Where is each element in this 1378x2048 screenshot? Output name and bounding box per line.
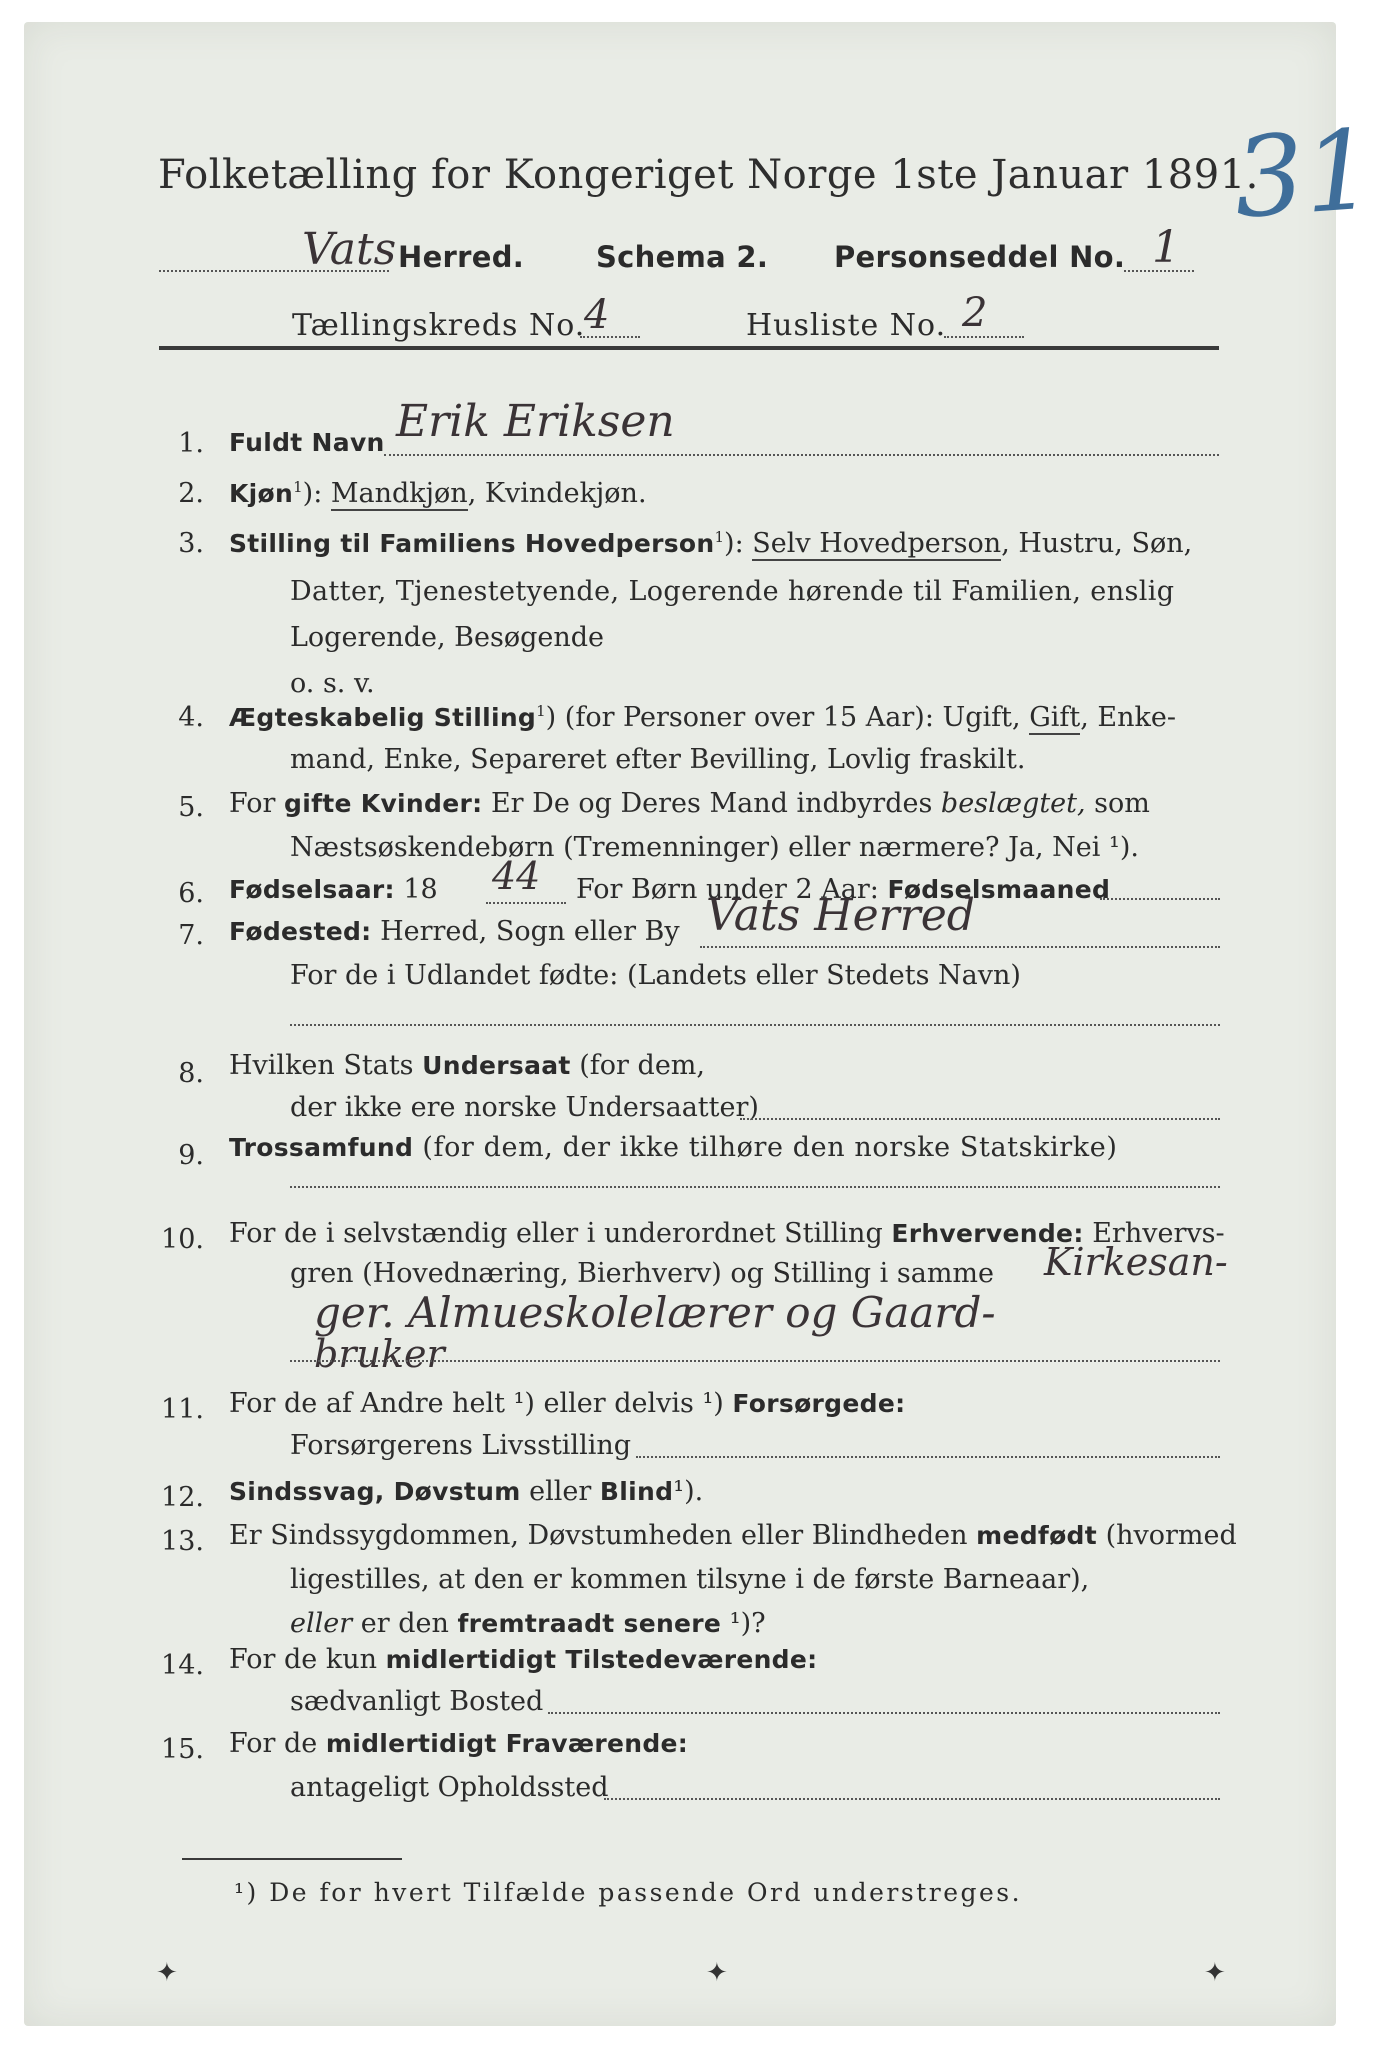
- item-7-fill-line-2: [290, 1024, 1220, 1026]
- item-10-pre: For de i selvstændig eller i underordnet Stilling: [229, 1218, 892, 1249]
- item-15-label: midlertidigt Fraværende:: [325, 1729, 689, 1758]
- item-6-rest: For Børn under 2 Aar:: [576, 874, 888, 905]
- item-10-line-2: gren (Hovednæring, Bierhverv) og Stilling i samme: [290, 1258, 995, 1289]
- pin-mark-center: ✦: [706, 1958, 728, 1988]
- item-13-line-3-a: eller: [290, 1608, 353, 1639]
- item-15-line-2: antageligt Opholdssted: [290, 1772, 609, 1803]
- item-12-number: 12.: [161, 1482, 204, 1513]
- item-9-rest: (for dem, der ikke tilhøre den norske Statskirke): [413, 1132, 1118, 1163]
- item-12-label: Sindssvag, Døvstum: [229, 1477, 521, 1506]
- item-6-answer: 44: [492, 854, 541, 898]
- item-13-label: medfødt: [976, 1521, 1097, 1550]
- item-3-option-selv-hovedperson: Selv Hovedperson: [752, 528, 1002, 559]
- item-15-pre: For de: [229, 1728, 326, 1759]
- item-9-fill-line: [290, 1186, 1220, 1188]
- item-2-rest-b: , Kvindekjøn.: [467, 478, 647, 509]
- item-13-line-3: [290, 1608, 766, 1639]
- item-14-pre: For de kun: [229, 1644, 386, 1675]
- item-11-pre: For de af Andre helt ¹) eller delvis ¹): [229, 1388, 733, 1419]
- item-4-option-gift: Gift: [1029, 702, 1081, 733]
- item-1-number: 1.: [178, 428, 204, 459]
- kreds-handwritten: 4: [584, 292, 610, 338]
- item-13-line: [229, 1520, 1237, 1551]
- item-5-italic: beslægtet,: [940, 788, 1086, 819]
- item-10-rest: Erhvervs-: [1083, 1218, 1225, 1249]
- item-10-fill-line: [290, 1360, 1220, 1362]
- item-2-line: [229, 478, 647, 509]
- item-7-fill-line: [700, 946, 1220, 948]
- item-11-number: 11.: [161, 1394, 204, 1425]
- item-2-label: Kjøn: [229, 479, 294, 508]
- item-6-number: 6.: [178, 878, 204, 909]
- item-13-line-3-d: ¹)?: [721, 1608, 766, 1639]
- item-10-answer-1: Kirkesan-: [1044, 1240, 1228, 1284]
- item-5-line: [229, 788, 1150, 819]
- item-3-footnote-ref: 1: [714, 528, 725, 546]
- item-15-number: 15.: [161, 1734, 204, 1765]
- item-4-line-2: mand, Enke, Separeret efter Bevilling, Lovlig fraskilt.: [290, 744, 1026, 775]
- item-2-number: 2.: [178, 478, 204, 509]
- item-13-rest: (hvormed: [1097, 1520, 1237, 1551]
- item-13-line-3-b: er den: [352, 1608, 458, 1639]
- husliste-label: Husliste No.: [746, 308, 947, 343]
- item-10-label: Erhvervende:: [891, 1219, 1084, 1248]
- item-2-option-mandkjon: Mandkjøn: [330, 478, 468, 509]
- item-4-rest-a: ) (for Personer over 15 Aar): Ugift,: [545, 702, 1030, 733]
- husliste-handwritten: 2: [962, 290, 988, 336]
- footnote-rule: [182, 1858, 402, 1860]
- item-1-fill-line: [384, 454, 1219, 456]
- item-9-number: 9.: [178, 1140, 204, 1171]
- item-6-label: Fødselsaar:: [229, 875, 395, 904]
- item-13-line-2: ligestilles, at den er kommen tilsyne i de første Barneaar),: [290, 1564, 1090, 1595]
- item-7-rest: Herred, Sogn eller By: [371, 916, 680, 947]
- pin-mark-left: ✦: [156, 1958, 178, 1988]
- item-5-pre: For: [229, 788, 285, 819]
- item-3-line-4: o. s. v.: [290, 668, 375, 699]
- item-3-line-2: Datter, Tjenestetyende, Logerende hørende til Familien, enslig: [290, 576, 1175, 607]
- item-3-rest-b: , Hustru, Søn,: [1001, 528, 1193, 559]
- item-1-answer: Erik Eriksen: [396, 396, 675, 447]
- item-5-rest-a: Er De og Deres Mand indbyrdes: [482, 788, 941, 819]
- item-13-line-3-c: fremtraadt senere: [457, 1609, 722, 1638]
- pin-mark-right: ✦: [1204, 1958, 1226, 1988]
- item-15-line: [229, 1728, 688, 1759]
- item-12-rest: ¹).: [673, 1476, 704, 1507]
- item-5-line-2: Næstsøskendebørn (Tremenninger) eller nærmere? Ja, Nei ¹).: [290, 832, 1139, 863]
- item-4-footnote-ref: 1: [536, 702, 546, 720]
- item-8-number: 8.: [178, 1058, 204, 1089]
- census-form-page: [24, 22, 1378, 2026]
- page-number-handwritten: 31: [1229, 105, 1378, 243]
- item-8-line: [229, 1050, 705, 1081]
- item-8-pre: Hvilken Stats: [229, 1050, 423, 1081]
- item-3-line-3: Logerende, Besøgende: [290, 622, 604, 653]
- item-9-label: Trossamfund: [229, 1133, 414, 1162]
- item-14-line: [229, 1644, 817, 1675]
- item-13-pre: Er Sindssygdommen, Døvstumheden eller Blindheden: [229, 1520, 977, 1551]
- item-5-label: gifte Kvinder:: [284, 789, 483, 818]
- herred-label: Herred.: [398, 240, 525, 274]
- item-6-prefix: 18: [394, 874, 438, 905]
- item-12-line: [229, 1476, 703, 1507]
- item-7-answer: Vats Herred: [706, 890, 975, 941]
- item-6-fill-line-2: [1100, 898, 1220, 900]
- personseddel-handwritten: 1: [1152, 222, 1180, 273]
- item-4-label: Ægteskabelig Stilling: [229, 703, 537, 732]
- item-3-rest-a: ):: [724, 528, 753, 559]
- item-14-label: midlertidigt Tilstedeværende:: [385, 1645, 818, 1674]
- item-8-label: Undersaat: [422, 1051, 571, 1080]
- item-11-fill-line: [636, 1456, 1220, 1458]
- item-13-number: 13.: [161, 1526, 204, 1557]
- item-11-line-2: Forsørgerens Livsstilling: [290, 1430, 632, 1461]
- item-14-line-2: sædvanligt Bosted: [290, 1686, 544, 1717]
- item-3-label: Stilling til Familiens Hovedperson: [229, 529, 715, 558]
- personseddel-label: Personseddel No.: [834, 240, 1126, 274]
- item-3-number: 3.: [178, 528, 204, 559]
- footnote-text: ¹) De for hvert Tilfælde passende Ord understreges.: [234, 1878, 1023, 1907]
- item-14-fill-line: [548, 1712, 1220, 1714]
- kreds-label: Tællingskreds No.: [292, 308, 586, 343]
- item-2-footnote-ref: 1: [293, 478, 303, 496]
- item-2-rest-a: ):: [302, 478, 331, 509]
- item-11-line: [229, 1388, 905, 1419]
- header-rule: [159, 346, 1219, 350]
- item-15-fill-line: [604, 1798, 1220, 1800]
- item-7-number: 7.: [178, 920, 204, 951]
- item-10-number: 10.: [161, 1224, 204, 1255]
- item-3-line: [229, 528, 1192, 559]
- item-7-line: [229, 916, 680, 947]
- item-5-number: 5.: [178, 792, 204, 823]
- item-8-rest: (for dem,: [570, 1050, 705, 1081]
- item-11-label: Forsørgede:: [732, 1389, 906, 1418]
- item-1-label: Fuldt Navn: [229, 428, 385, 457]
- item-7-label: Fødested:: [229, 917, 372, 946]
- schema-label: Schema 2.: [596, 240, 769, 274]
- item-9-line: [229, 1132, 1117, 1163]
- item-12-mid: eller: [520, 1476, 600, 1507]
- item-4-line: [229, 702, 1176, 733]
- husliste-fill-line: [944, 336, 1024, 338]
- item-5-rest-b: som: [1085, 788, 1150, 819]
- item-4-rest-b: , Enke-: [1080, 702, 1176, 733]
- item-14-number: 14.: [161, 1650, 204, 1681]
- item-4-number: 4.: [178, 702, 204, 733]
- item-6-line: [229, 874, 438, 905]
- item-6-label-2: Fødselsmaaned: [887, 875, 1111, 904]
- form-title: Folketælling for Kongeriget Norge 1ste Januar 1891.: [158, 152, 1259, 198]
- item-8-fill-line: [740, 1118, 1220, 1120]
- herred-handwritten: Vats: [302, 224, 397, 275]
- item-10-answer-2: ger. Almueskolelærer og Gaard-: [314, 1288, 996, 1337]
- item-10-answer-3: bruker: [314, 1332, 445, 1376]
- item-6-fill-line-1: [486, 902, 566, 904]
- item-8-line-2: der ikke ere norske Undersaatter): [290, 1092, 759, 1123]
- item-12-label-2: Blind: [599, 1477, 674, 1506]
- item-7-line-2: For de i Udlandet fødte: (Landets eller Stedets Navn): [290, 960, 1021, 991]
